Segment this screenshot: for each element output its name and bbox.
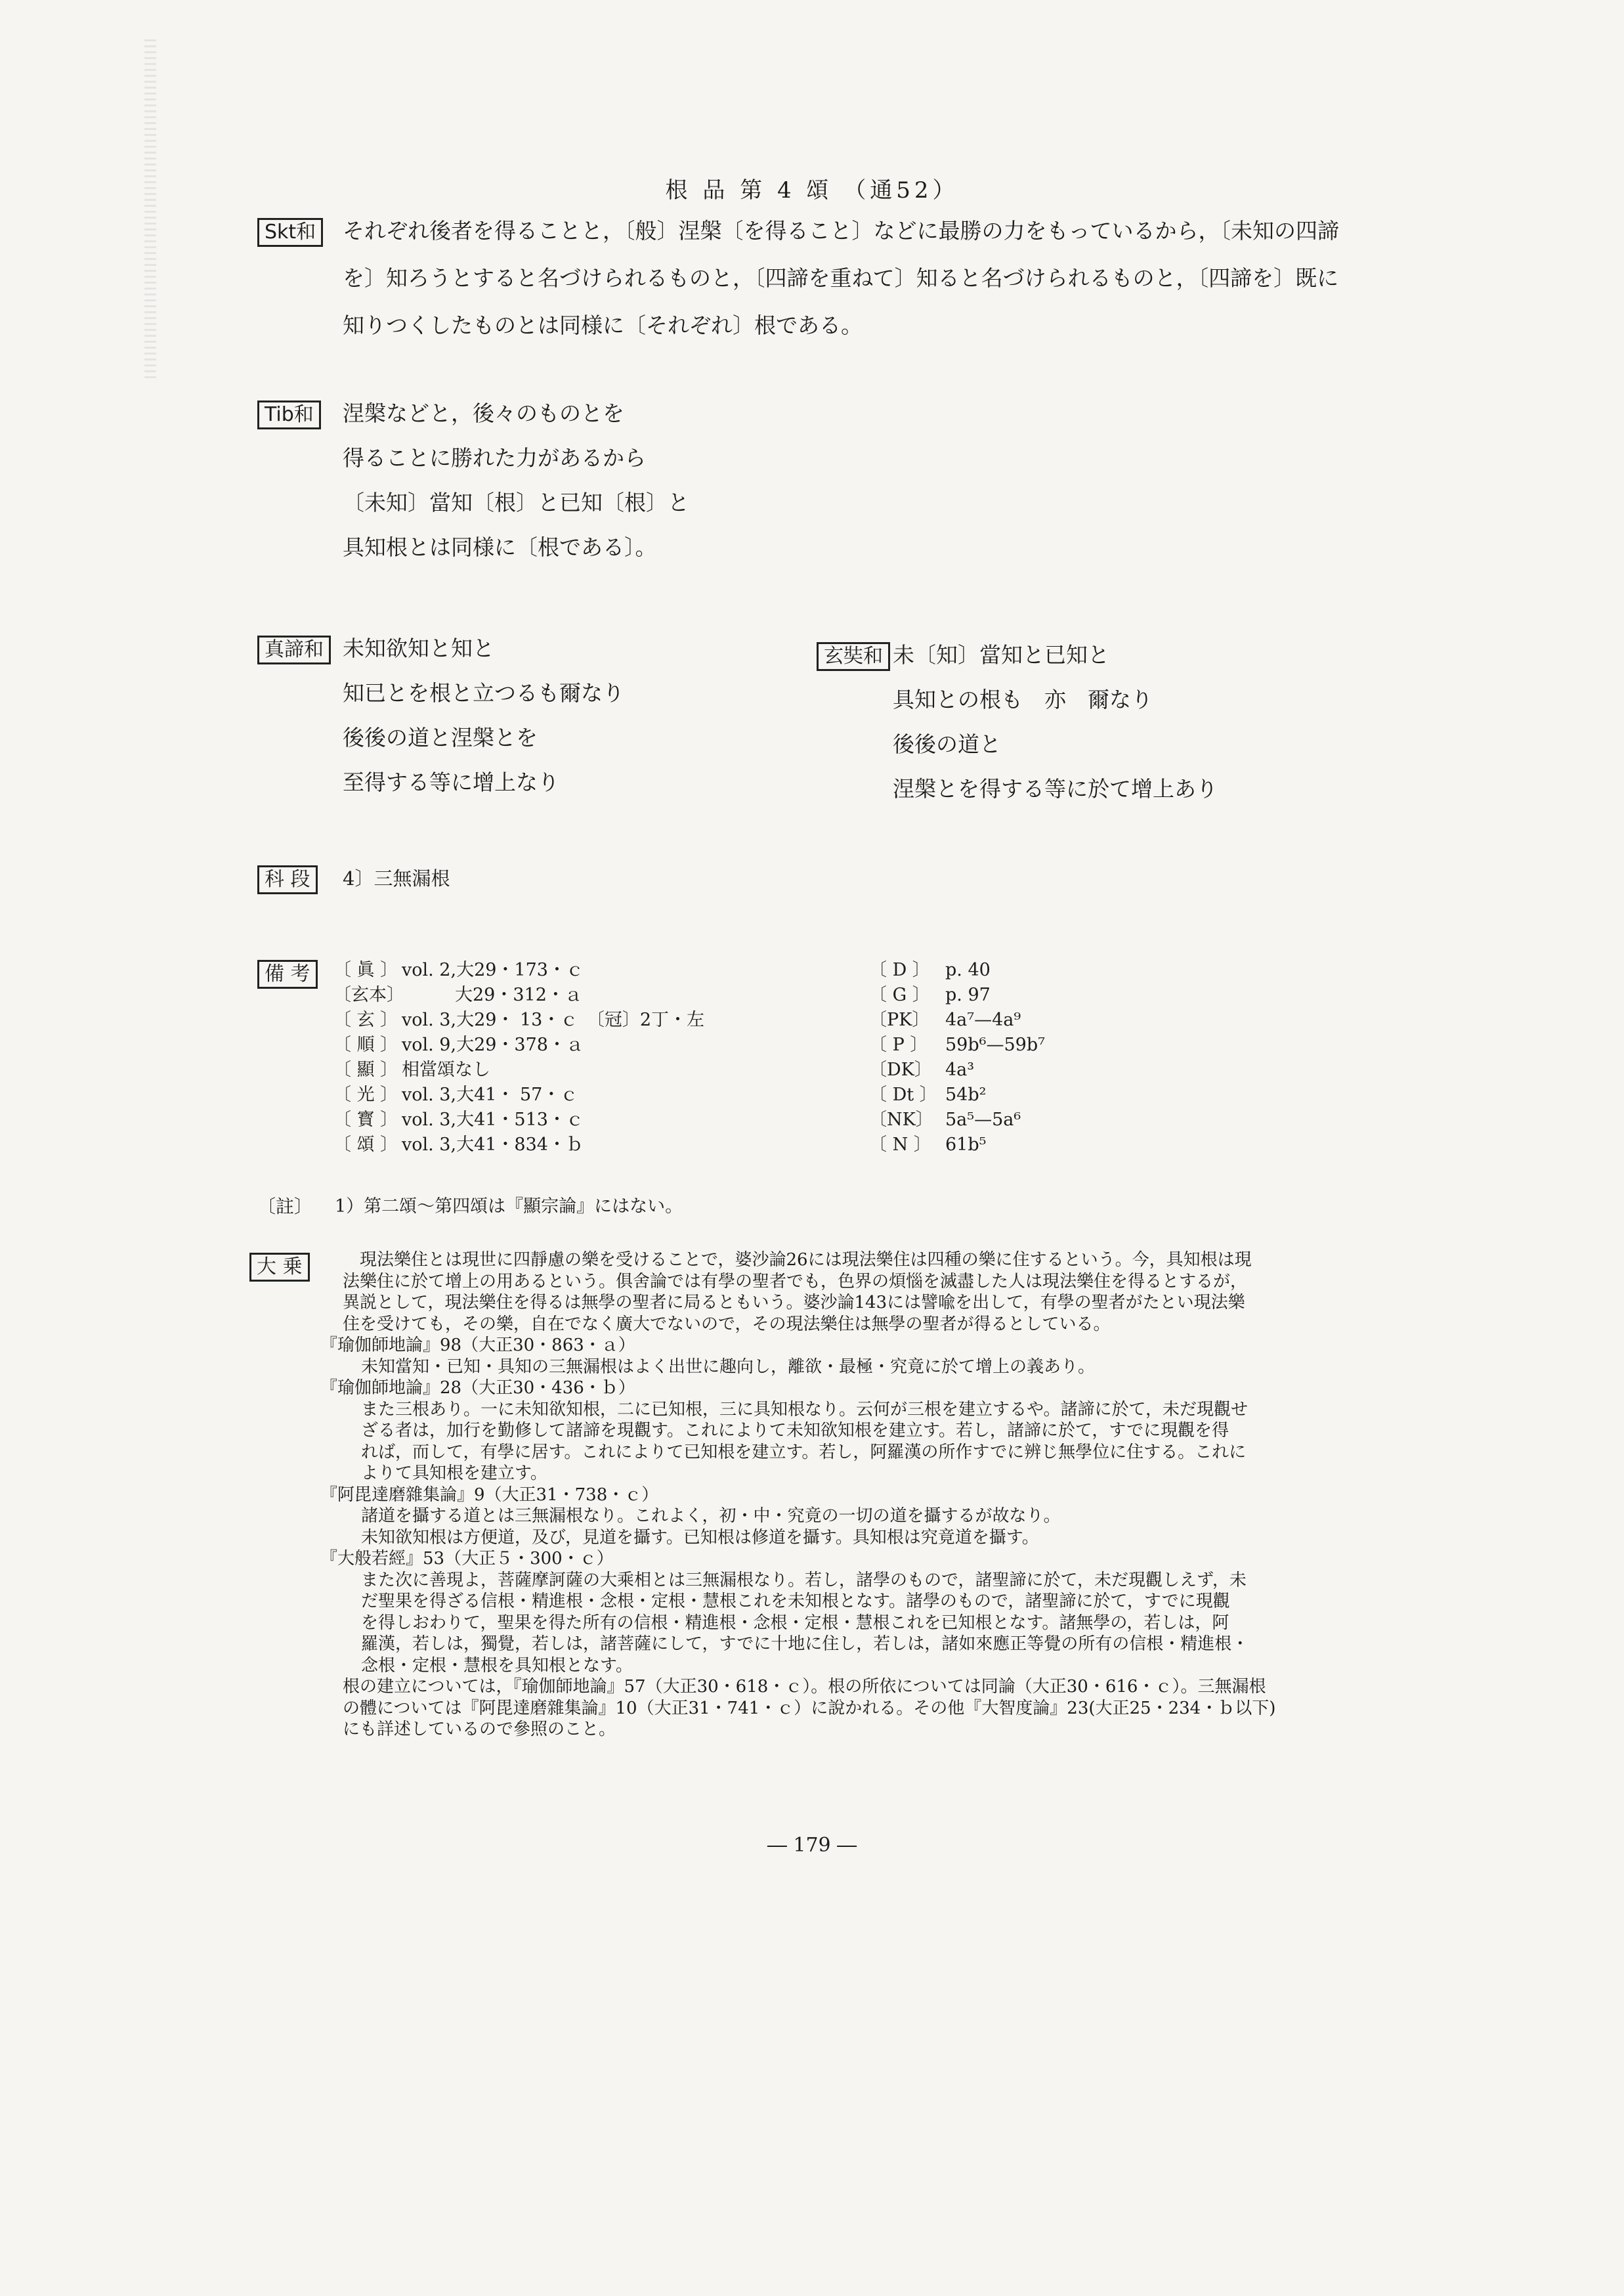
tib-tag: Tib和	[257, 401, 321, 429]
daijo-line: の體については『阿毘達磨雜集論』10（大正31・741・ｃ）に說かれる。その他『大智度論』23(大正25・234・ｂ以下)	[343, 1698, 1276, 1718]
biko-right-ref-value: 4a⁷—4a⁹	[945, 1010, 1021, 1030]
tib-line: 得ることに勝れた力があるから	[343, 445, 646, 471]
biko-right-ref-key: 〔NK〕	[869, 1110, 933, 1130]
biko-left-ref-key: 〔 頌 〕	[333, 1135, 398, 1155]
biko-left-ref-key: 〔 玄 〕	[333, 1010, 398, 1030]
daijo-line: 法樂住に於て增上の用あるという。俱舍論では有學の聖者でも，色界の煩惱を滅盡した人は現法樂住を得るとするが，	[343, 1271, 1248, 1291]
daijo-line: 念根・定根・慧根を具知根となす。	[361, 1655, 633, 1676]
shintai-line: 後後の道と涅槃とを	[343, 725, 538, 750]
biko-right-ref-key: 〔 N 〕	[869, 1135, 931, 1155]
shintai-line: 未知欲知と知と	[343, 636, 494, 661]
biko-left-ref-key: 〔玄本〕	[333, 985, 404, 1005]
biko-right-ref-key: 〔 P 〕	[869, 1035, 928, 1055]
daijo-line: 羅漢，若しは，獨覺，若しは，諸菩薩にして，すでに十地に住し，若しは，諸如來應正等覺の所有の信根・精進根・	[361, 1634, 1249, 1654]
shintai-tag: 真諦和	[257, 636, 331, 664]
biko-left-ref-key: 〔 眞 〕	[333, 960, 398, 980]
daijo-line: 異説として，現法樂住を得るは無學の聖者に局るともいう。婆沙論143には譬喩を出して，有學の聖者がたとい現法樂	[343, 1293, 1245, 1312]
tib-line: 具知根とは同様に〔根である〕。	[343, 534, 657, 560]
shintai-line: 至得する等に增上なり	[343, 769, 559, 795]
biko-left-ref-key: 〔 顯 〕	[333, 1060, 398, 1080]
daijo-line: 根の建立については，『瑜伽師地論』57（大正30・618・ｃ）。根の所依については同論（大正30・616・ｃ）。三無漏根	[343, 1677, 1266, 1697]
biko-left-ref-key: 〔 光 〕	[333, 1085, 398, 1105]
daijo-line: また次に善現よ，菩薩摩訶薩の大乘相とは三無漏根なり。若し，諸學のもので，諸聖諦に於て，未だ現觀しえず，未	[361, 1570, 1247, 1590]
genjo-line: 後後の道と	[893, 731, 1001, 757]
chu-tag: 〔註〕	[257, 1196, 313, 1217]
biko-right-ref-value: 5a⁵—5a⁶	[945, 1110, 1021, 1130]
biko-left-ref-value: vol. 3,大41・513・ｃ	[402, 1110, 584, 1130]
daijo-line: また三根あり。一に未知欲知根，二に已知根，三に具知根なり。云何が三根を建立するや。諸諦に於て，未だ現觀せ	[361, 1399, 1248, 1419]
page-title: 根 品 第 4 頌 （通52）	[665, 177, 959, 204]
biko-left-ref-value: 大29・312・ａ	[402, 985, 582, 1005]
tib-line: 〔未知〕當知〔根〕と已知〔根〕と	[343, 490, 689, 515]
biko-right-ref-value: p. 40	[945, 960, 991, 980]
daijo-line: 諸道を攝する道とは三無漏根なり。これよく，初・中・究竟の一切の道を攝するが故なり。	[361, 1506, 1061, 1526]
biko-left-ref-value: vol. 2,大29・173・ｃ	[402, 960, 584, 980]
biko-right-ref-key: 〔 D 〕	[869, 960, 930, 980]
kadan-text: 4〕三無漏根	[343, 867, 450, 890]
biko-left-ref-value: vol. 3,大29・ 13・ｃ 〔冠〕2丁・左	[402, 1010, 705, 1030]
daijo-line: 住を受けても，その樂，自在でなく廣大でないので，その現法樂住は無學の聖者が得るとしている。	[343, 1314, 1111, 1334]
daijo-line: だ聖果を得ざる信根・精進根・念根・定根・慧根これを未知根となす。諸學のもので，諸聖諦に於て，すでに現觀	[361, 1592, 1230, 1611]
biko-right-ref-key: 〔DK〕	[869, 1060, 932, 1080]
kadan-tag: 科 段	[257, 865, 318, 894]
biko-right-ref-value: 4a³	[945, 1060, 975, 1080]
daijo-line: 『大般若經』53（大正５・300・ｃ）	[320, 1549, 614, 1569]
daijo-line: 『瑜伽師地論』28（大正30・436・ｂ）	[320, 1378, 635, 1398]
biko-tag: 備 考	[257, 960, 318, 989]
biko-left-ref-value: vol. 3,大41・834・ｂ	[402, 1135, 584, 1155]
daijo-line: よりて具知根を建立す。	[361, 1463, 547, 1483]
daijo-line: 未知欲知根は方便道，及び，見道を攝す。已知根は修道を攝す。具知根は究竟道を攝す。	[361, 1527, 1039, 1548]
biko-right-ref-value: p. 97	[945, 985, 991, 1005]
biko-right-ref-value: 54b²	[945, 1085, 987, 1105]
page-number: ― 179 ―	[767, 1834, 857, 1857]
daijo-line: にも詳述しているので參照のこと。	[343, 1720, 616, 1739]
daijo-tag: 大 乗	[249, 1253, 310, 1282]
chu-text: 1）第二頌〜第四頌は『顯宗論』にはない。	[335, 1196, 683, 1217]
genjo-tag: 玄奘和	[817, 642, 890, 671]
daijo-line: を得しおわりて，聖果を得た所有の信根・精進根・念根・定根・慧根これを已知根となす。諸無學の，若しは，阿	[361, 1613, 1229, 1633]
biko-left-ref-value: 相當頌なし	[402, 1060, 490, 1080]
daijo-line: ざる者は，加行を勤修して諸諦を現觀す。これによりて未知欲知根を建立す。若し，諸諦に於て，すでに現觀を得	[361, 1421, 1229, 1440]
biko-left-ref-key: 〔 寳 〕	[333, 1110, 398, 1130]
biko-right-ref-key: 〔 Dt 〕	[869, 1085, 937, 1105]
genjo-line: 涅槃とを得する等に於て增上あり	[893, 776, 1218, 802]
skt-line: を〕知ろうとすると名づけられるものと，〔四諦を重ねて〕知ると名づけられるものと，〔四諦を〕既に	[343, 265, 1339, 291]
scan-edge-noise	[144, 39, 156, 381]
biko-left-ref-key: 〔 順 〕	[333, 1035, 398, 1055]
shintai-line: 知已とを根と立つるも爾なり	[343, 680, 624, 706]
skt-line: 知りつくしたものとは同様に〔それぞれ〕根である。	[343, 313, 863, 338]
skt-line: それぞれ後者を得ることと，〔般〕涅槃〔を得ること〕などに最勝の力をもっているから，〔未知の四諦	[343, 218, 1339, 244]
biko-right-ref-key: 〔 G 〕	[869, 985, 930, 1005]
daijo-line: れば，而して，有學に居す。これによりて已知根を建立す。若し，阿羅漢の所作すでに辨じ無學位に住する。これに	[361, 1442, 1247, 1462]
biko-left-ref-value: vol. 9,大29・378・ａ	[402, 1035, 584, 1055]
genjo-line: 具知との根も 亦 爾なり	[893, 687, 1153, 712]
daijo-line: 『瑜伽師地論』98（大正30・863・ａ）	[320, 1335, 635, 1355]
genjo-line: 未〔知〕當知と已知と	[893, 642, 1109, 668]
skt-tag: Skt和	[257, 218, 323, 247]
biko-right-ref-value: 61b⁵	[945, 1135, 987, 1155]
biko-right-ref-key: 〔PK〕	[869, 1010, 930, 1030]
biko-left-ref-value: vol. 3,大41・ 57・ｃ	[402, 1085, 578, 1105]
daijo-line: 現法樂住とは現世に四靜慮の樂を受けることで，婆沙論26には現法樂住は四種の樂に住するという。今，具知根は現	[343, 1250, 1252, 1270]
daijo-line: 『阿毘達磨雜集論』9（大正31・738・ｃ）	[320, 1484, 659, 1505]
biko-right-ref-value: 59b⁶—59b⁷	[945, 1035, 1045, 1055]
tib-line: 涅槃などと，後々のものとを	[343, 401, 624, 426]
daijo-line: 未知當知・已知・具知の三無漏根はよく出世に趣向し，離欲・最極・究竟に於て增上の義あり。	[361, 1356, 1096, 1377]
